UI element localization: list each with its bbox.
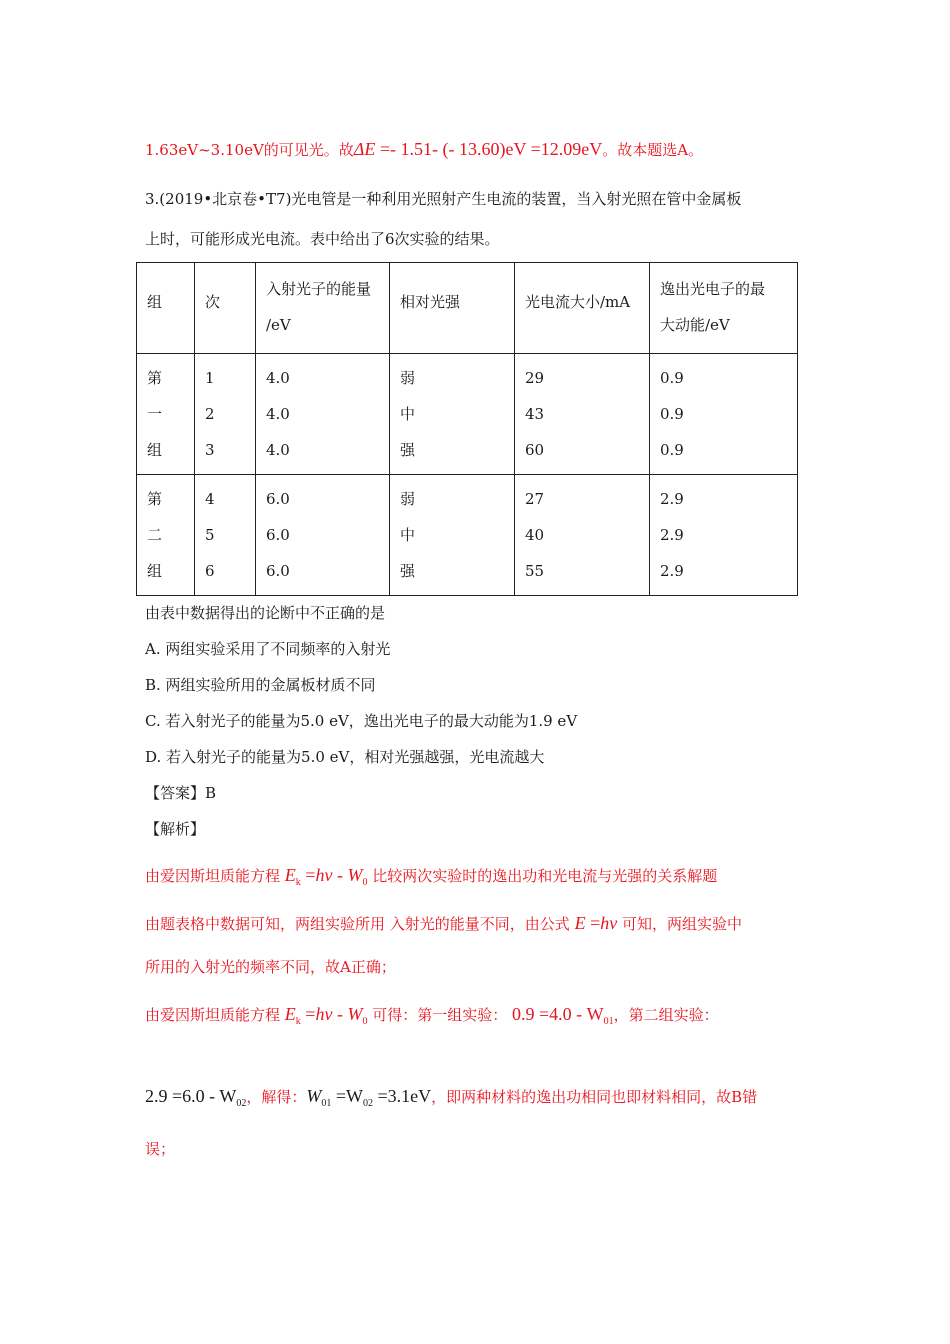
results-table — [136, 262, 798, 596]
header-max-ke: 逸出光电子的最 大动能/eV — [650, 263, 798, 354]
group2-intensity: 弱 中 强 — [390, 475, 515, 596]
analysis-line-1: 由爱因斯坦质能方程 $E_k =h\nu - W_0$ 比较两次实验时的逸出功和光电流与光强的关系解题 — [145, 865, 718, 888]
energy-formula: E =hν — [574, 913, 618, 933]
intro-line — [145, 138, 703, 161]
photoelectric-equation-2: $E_k =h\nu - W_0$ — [284, 1004, 368, 1027]
group2-trials: 4 5 6 — [195, 475, 256, 596]
question-line-1: 3.(2019•北京卷•T7)光电管是一种利用光照射产生电流的装置，当入射光照在管中金属板 — [145, 190, 742, 208]
delta-e: ΔE — [353, 139, 376, 159]
option-c: C. 若入射光子的能量为5.0 eV，逸出光电子的最大动能为1.9 eV — [145, 712, 578, 730]
intro-suffix: 。故本题选A。 — [602, 141, 704, 159]
header-current: 光电流大小/mA — [515, 263, 650, 354]
energy-equation: =- 1.51- (- 13.60)eV =12.09eV — [375, 139, 603, 159]
group1-equation: $0.9 =4.0 - W_{01}$ — [512, 1004, 614, 1027]
option-a: A. 两组实验采用了不同频率的入射光 — [145, 640, 391, 658]
header-trial: 次 — [195, 263, 256, 354]
table-row — [137, 354, 798, 475]
question-line-2: 上时，可能形成光电流。表中给出了6次实验的结果。 — [145, 230, 500, 248]
photoelectric-equation: $E_k =h\nu - W_0$ — [284, 865, 368, 888]
option-d: D. 若入射光子的能量为5.0 eV，相对光强越强，光电流越大 — [145, 748, 545, 766]
group1-max-ke: 0.9 0.9 0.9 — [650, 354, 798, 475]
analysis-line-6: 误； — [145, 1140, 176, 1158]
header-energy: 入射光子的能量 /eV — [256, 263, 390, 354]
answer-label: 【答案】B — [145, 784, 217, 802]
group2-equation: $2.9 =6.0 - W_{02}$ — [145, 1086, 247, 1109]
analysis-line-5: $2.9 =6.0 - W_{02}$，解得：$W_{01} =W_{02} =3.1eV$，即两种材料的逸出功相同也即材料相同，故B错 — [145, 1086, 758, 1109]
option-b: B. 两组实验所用的金属板材质不同 — [145, 676, 376, 694]
analysis-line-3: 所用的入射光的频率不同，故A正确； — [145, 958, 396, 976]
header-intensity: 相对光强 — [390, 263, 515, 354]
group2-max-ke: 2.9 2.9 2.9 — [650, 475, 798, 596]
group2-current: 27 40 55 — [515, 475, 650, 596]
analysis-label: 【解析】 — [145, 820, 206, 838]
group1-intensity: 弱 中 强 — [390, 354, 515, 475]
analysis-line-4: 由爱因斯坦质能方程 $E_k =h\nu - W_0$ 可得：第一组实验： $0.9 =4.0 - W_{01}$，第二组实验： — [145, 1004, 719, 1027]
question-prompt: 由表中数据得出的论断中不正确的是 — [145, 604, 386, 622]
table-row — [137, 475, 798, 596]
table-header-row — [137, 263, 798, 354]
work-function-result: $W_{01} =W_{02} =3.1eV$ — [306, 1086, 432, 1109]
group1-label: 第 一 组 — [137, 354, 195, 475]
group1-trials: 1 2 3 — [195, 354, 256, 475]
group1-energy: 4.0 4.0 4.0 — [256, 354, 390, 475]
delta-e-equation — [354, 139, 603, 159]
header-group: 组 — [137, 263, 195, 354]
intro-prefix: 1.63eV~3.10eV的可见光。故 — [145, 141, 354, 159]
group2-energy: 6.0 6.0 6.0 — [256, 475, 390, 596]
analysis-line-2: 由题表格中数据可知，两组实验所用 入射光的能量不同，由公式 E =hν 可知，两组实验中 — [145, 913, 743, 933]
group1-current: 29 43 60 — [515, 354, 650, 475]
group2-label: 第 二 组 — [137, 475, 195, 596]
